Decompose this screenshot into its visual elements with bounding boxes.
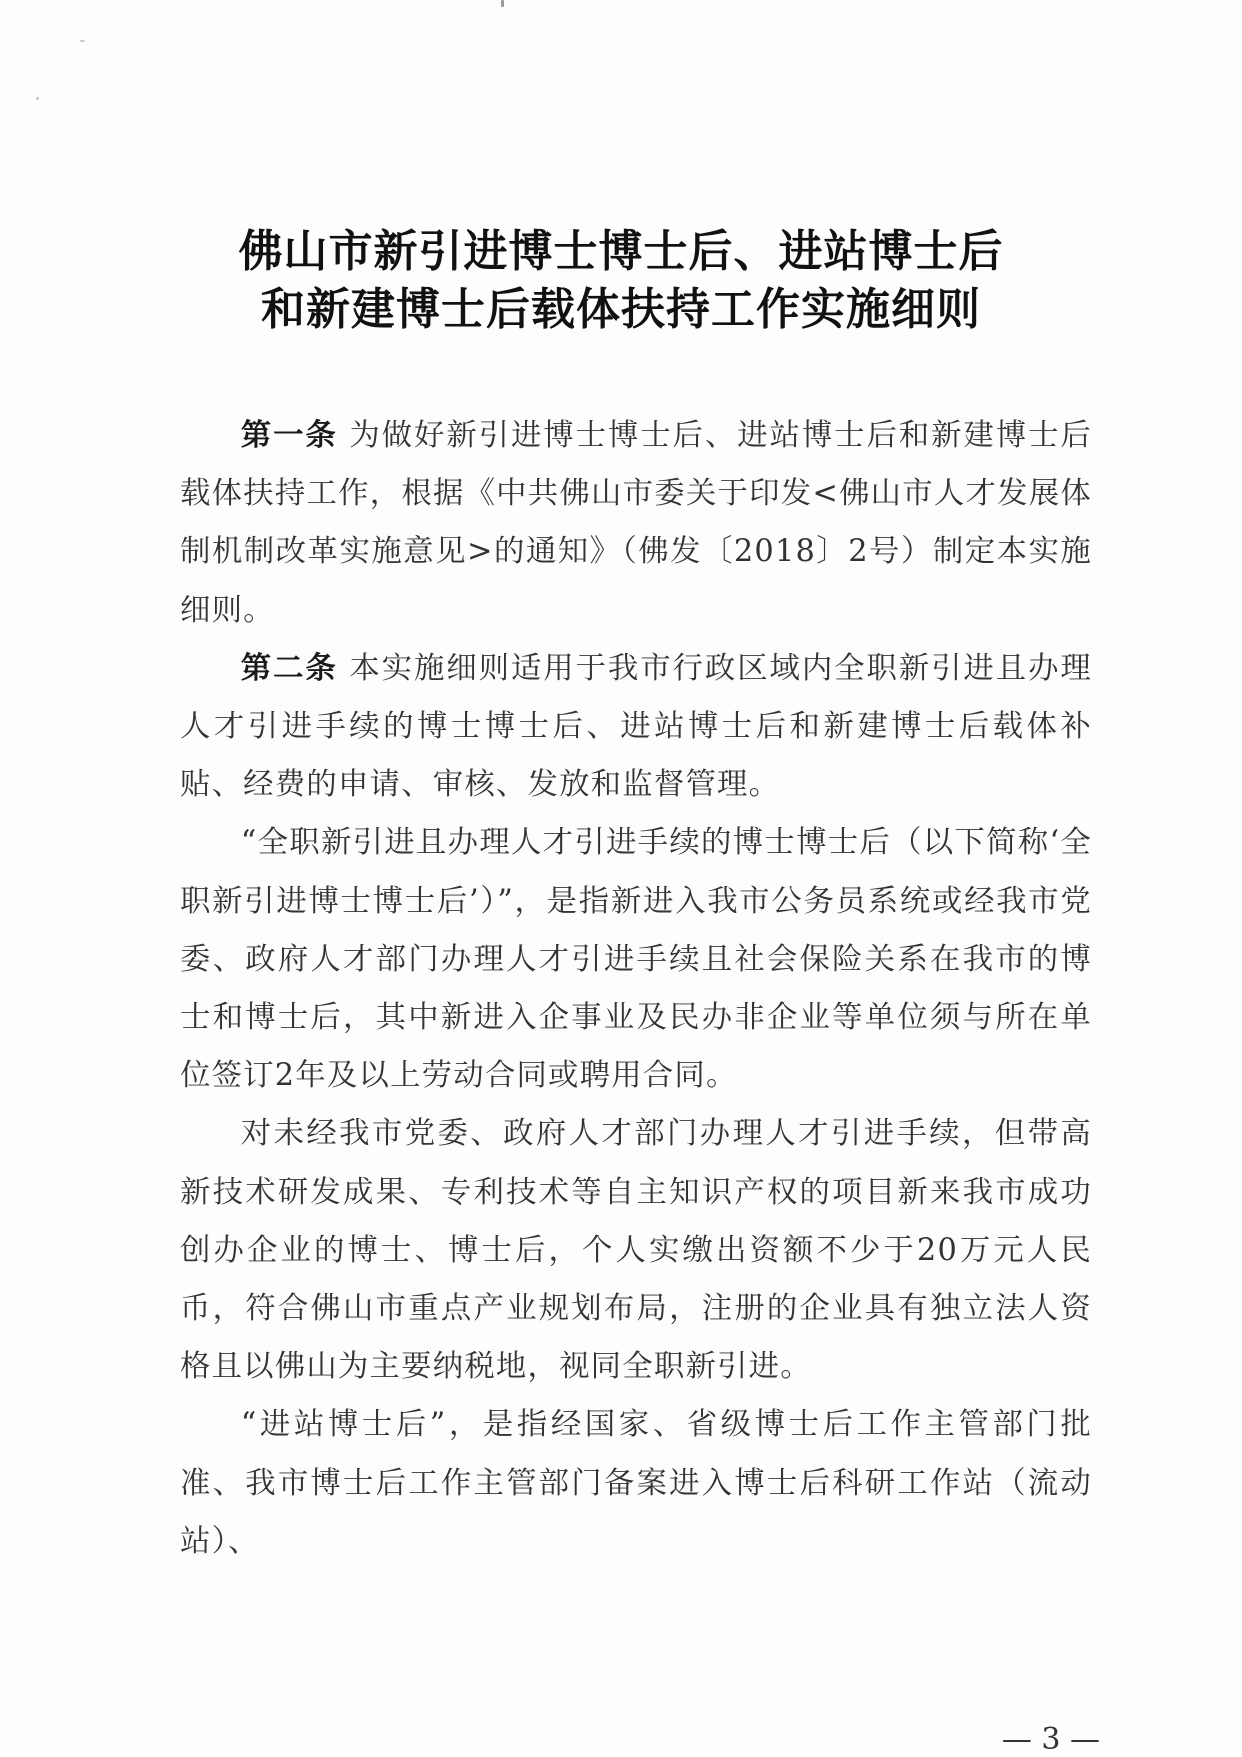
definition-paragraph-entrepreneur	[180, 1105, 1092, 1396]
scan-speck	[501, 0, 504, 7]
paragraph-text: “全职新引进且办理人才引进手续的博士博士后（以下简称‘全职新引进博士博士后’）”，是指新进入我市公务员系统或经我市党委、政府人才部门办理人才引进手续且社会保险关系在我市的博士和博士后，其中新进入企事业及民办非企业等单位须与所在单位签订2年及以上劳动合同或聘用合同。	[180, 825, 1092, 1094]
article-label: 第一条	[240, 418, 338, 453]
scan-speck	[80, 40, 85, 42]
definition-paragraph-fulltime	[180, 814, 1092, 1105]
definition-paragraph-postdoc-station	[180, 1396, 1092, 1571]
article-1-paragraph	[180, 407, 1092, 640]
document-title-line-2: 和新建博士后载体扶持工作实施细则	[261, 284, 981, 335]
paragraph-text: 为做好新引进博士博士后、进站博士后和新建博士后载体扶持工作，根据《中共佛山市委关于印发<佛山市人才发展体制机制改革实施意见>的通知》（佛发〔2018〕2号）制定本实施细则。	[180, 418, 1092, 628]
document-body	[180, 407, 1092, 1571]
article-label: 第二条	[240, 650, 338, 686]
paragraph-text: 对未经我市党委、政府人才部门办理人才引进手续，但带高新技术研发成果、专利技术等自主知识产权的项目新来我市成功创办企业的博士、博士后，个人实缴出资额不少于20万元人民币，符合佛山市重点产业规划布局，注册的企业具有独立法人资格且以佛山为主要纳税地，视同全职新引进。	[180, 1116, 1092, 1385]
article-2-paragraph	[180, 640, 1092, 815]
paragraph-text: “进站博士后”，是指经国家、省级博士后工作主管部门批准、我市博士后工作主管部门备案进入博士后科研工作站（流动站）、	[180, 1407, 1092, 1559]
document-title-line-1: 佛山市新引进博士博士后、进站博士后	[238, 226, 1004, 277]
page-number: — 3 —	[1001, 1722, 1100, 1757]
paragraph-text: 本实施细则适用于我市行政区域内全职新引进且办理人才引进手续的博士博士后、进站博士后和新建博士后载体补贴、经费的申请、审核、发放和监督管理。	[180, 650, 1092, 803]
scan-speck	[36, 97, 39, 100]
